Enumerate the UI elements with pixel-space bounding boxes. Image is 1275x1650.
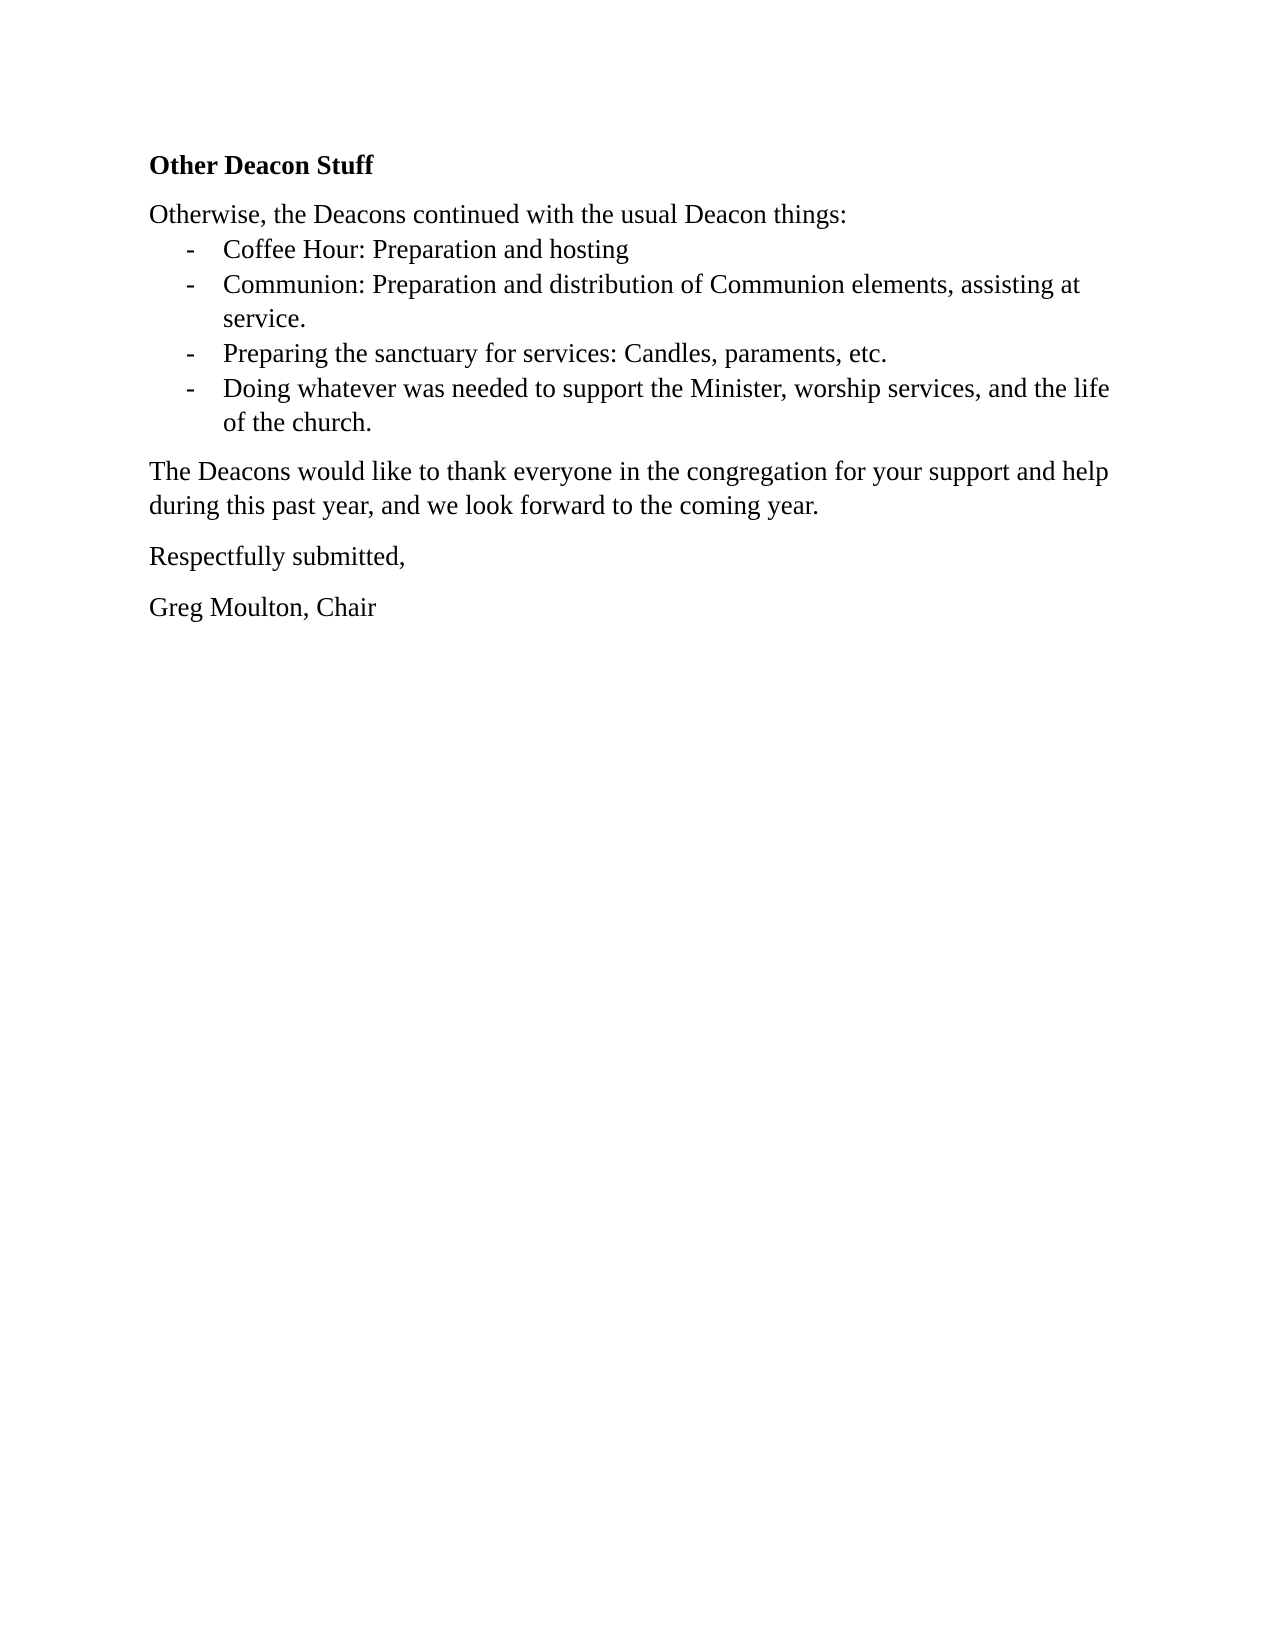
list-item: [149, 267, 1129, 335]
deacon-duties-list: [149, 232, 1129, 439]
signature-line: Greg Moulton, Chair: [149, 592, 377, 622]
bullet-marker: -: [186, 338, 195, 368]
list-item: [149, 232, 1129, 266]
list-item-text: Communion: Preparation and distribution of Communion elements, assisting at service.: [223, 269, 1081, 333]
closing-line: Respectfully submitted,: [149, 541, 406, 571]
bullet-marker: -: [186, 269, 195, 299]
list-item-text: Preparing the sanctuary for services: Candles, paraments, etc.: [223, 338, 888, 368]
bullet-marker: -: [186, 234, 195, 264]
list-item: [149, 371, 1129, 439]
intro-paragraph: Otherwise, the Deacons continued with the usual Deacon things:: [149, 199, 848, 229]
list-item: [149, 336, 1129, 370]
list-item-text: Coffee Hour: Preparation and hosting: [223, 234, 629, 264]
thanks-paragraph: The Deacons would like to thank everyone in the congregation for your support and help during this past year, and we look forward to the coming year.: [149, 456, 1109, 520]
bullet-marker: -: [186, 373, 195, 403]
list-item-text: Doing whatever was needed to support the Minister, worship services, and the life of the church.: [223, 373, 1110, 437]
section-heading: Other Deacon Stuff: [149, 150, 374, 180]
document-body: [149, 148, 1129, 624]
